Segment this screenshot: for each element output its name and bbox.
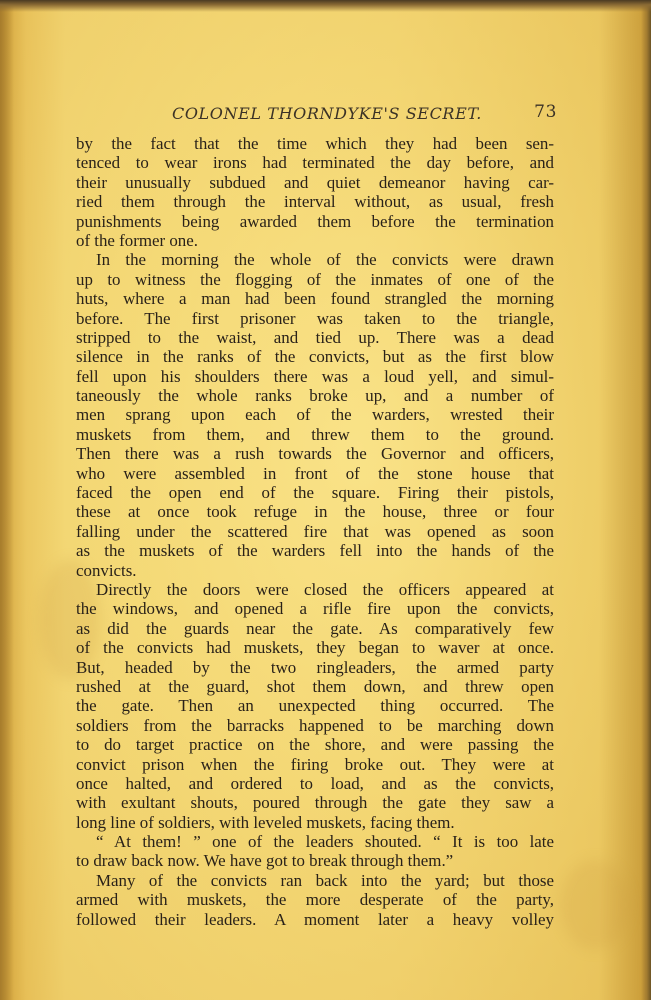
text-line: the windows, and opened a rifle fire upon the convicts, [76,599,554,619]
text-line: huts, where a man had been found strangled the morning [76,289,554,309]
page-left-shadow [0,0,14,1000]
text-line: soldiers from the barracks happened to be marching down [76,715,554,735]
body-text [76,134,554,929]
text-line: muskets from them, and threw them to the ground. [76,424,554,444]
text-line: Many of the convicts ran back into the yard; but those [96,870,554,890]
text-line: of the convicts had muskets, they began to waver at once. [76,638,554,658]
text-line: taneously the whole ranks broke up, and a number of [76,386,554,406]
text-line: as did the guards near the gate. As comparatively few [76,618,554,638]
text-line: punishments being awarded them before the termination [76,211,554,231]
text-line: tenced to wear irons had terminated the day before, and [76,153,554,173]
text-line: men sprang upon each of the warders, wrested their [76,405,554,425]
text-line: faced the open end of the square. Firing their pistols, [76,483,554,503]
text-line: convict prison when the firing broke out. They were at [76,754,554,774]
text-line: In the morning the whole of the convicts were drawn [96,250,554,270]
text-line: silence in the ranks of the convicts, but as the first blow [76,347,554,367]
text-line: fell upon his shoulders there was a loud yell, and simul- [76,366,554,386]
text-line: once halted, and ordered to load, and as the convicts, [76,773,554,793]
running-title: COLONEL THORNDYKE'S SECRET. [172,104,482,123]
page-right-shadow [641,0,651,1000]
text-line: ried them through the interval without, as usual, fresh [76,192,554,212]
text-line: stripped to the waist, and tied up. There was a dead [76,327,554,347]
paper-stain [560,860,630,950]
text-line: who were assembled in front of the stone house that [76,463,554,483]
text-line: by the fact that the time which they had been sen- [76,134,554,153]
text-line: these at once took refuge in the house, three or four [76,502,554,522]
text-line: to do target practice on the shore, and were passing the [76,735,554,755]
text-line: before. The first prisoner was taken to the triangle, [76,308,554,328]
text-line: to draw back now. We have got to break through them.” [76,851,454,871]
text-line: Directly the doors were closed the officers appeared at [96,579,554,599]
text-line: falling under the scattered fire that was opened as soon [76,521,554,541]
text-line: as the muskets of the warders fell into the hands of the [76,541,554,561]
page-header [172,102,557,128]
text-line: their unusually subdued and quiet demeanor having car- [76,172,554,192]
text-line: of the former one. [76,230,198,250]
text-line: with exultant shouts, poured through the gate they saw a [76,793,554,813]
page-number: 73 [534,102,557,122]
text-line: long line of soldiers, with leveled muskets, facing them. [76,812,455,832]
text-line: followed their leaders. A moment later a heavy volley [76,909,554,929]
text-line: “ At them! ” one of the leaders shouted. “ It is too late [96,832,554,852]
text-line: But, headed by the two ringleaders, the armed party [76,657,554,677]
text-line: the gate. Then an unexpected thing occurred. The [76,696,554,716]
text-line: rushed at the guard, shot them down, and threw open [76,676,554,696]
text-line: armed with muskets, the more desperate of the party, [76,890,554,910]
page-top-shadow [0,0,651,12]
text-line: convicts. [76,560,137,580]
text-line: Then there was a rush towards the Governor and officers, [76,444,554,464]
text-line: up to witness the flogging of the inmates of one of the [76,269,554,289]
